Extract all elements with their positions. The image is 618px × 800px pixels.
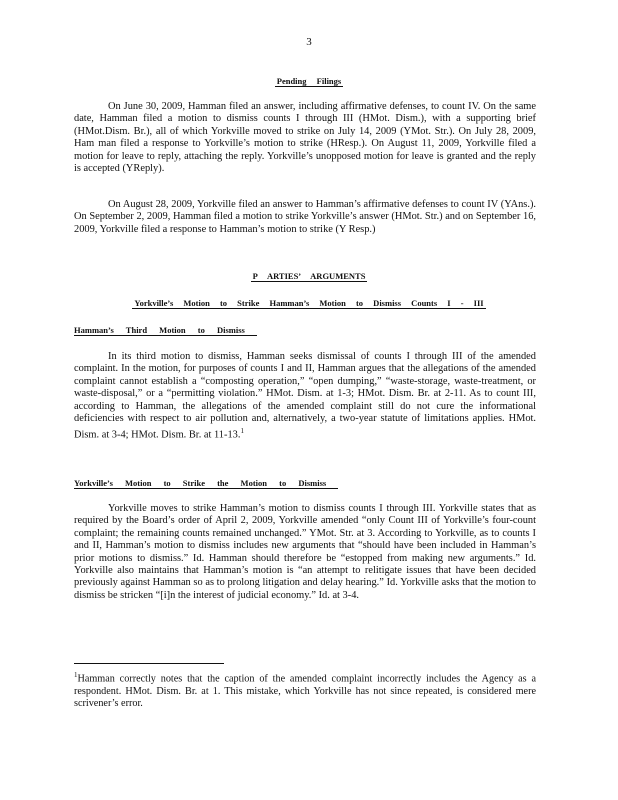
third-motion-subheading-text: Hamman’s Third Motion to Dismiss xyxy=(74,325,257,336)
strike-motion-subheading-text: Yorkville’s Motion to Strike the Motion to Dismiss xyxy=(74,478,338,489)
parties-arguments-heading-text: P ARTIES’ ARGUMENTS xyxy=(252,271,366,281)
footnote-separator xyxy=(74,663,224,664)
footnote-reference: 1 xyxy=(240,427,244,436)
pending-filings-heading xyxy=(0,76,618,87)
pending-paragraph-2: On August 28, 2009, Yorkville filed an answer to Hamman’s affirmative defenses to count IV (YAns.). On September 2, 2009, Hamman filed a motion to strike Yorkville’s answer (HMot. Str.) and on September 16, 2009, Yorkville filed a response to Hamman’s motion to strike (Y Resp.) xyxy=(74,199,536,235)
strike-motion-paragraph: Yorkville moves to strike Hamman’s motion to dismiss counts I through III. Yorkville states that as required by the Board’s order of April 2, 2009, Yorkville amended “only Count III of Yorkville’s four-count complaint; the remaining counts remained unchanged.” YMot. Str. at 3. According to Yorkville, as to counts I and II, Hamman’s motion to dismiss includes new arguments that “should have been included in Hamman’s prior motions to dismiss.” Id. Hamman should therefore be “estopped from making new arguments.” Id. Yorkville also maintains that Hamman’s motion is “an attempt to relitigate issues that have been decided previously against Hamman so as to prolong litigation and delay hearing.” Id. Yorkville asks that the motion to dismiss be stricken “[i]n the interest of judicial economy.” Id. at 3-4. xyxy=(74,503,536,601)
motion-to-strike-heading-text: Yorkville’s Motion to Strike Hamman’s Motion to Dismiss Counts I - III xyxy=(134,298,484,308)
pending-paragraph-1: On June 30, 2009, Hamman filed an answer, including affirmative defenses, to count IV. On the same date, Hamman filed a motion to dismiss counts I through III (HMot. Dism.), with a supporting brief (HMot.Dism. Br.), all of which Yorkville moved to strike on July 14, 2009 (YMot. Str.). On July 28, 2009, Ham man filed a response to Yorkville’s motion to strike (HResp.). On August 11, 2009, Yorkville filed a motion for leave to reply, attaching the reply. Yorkville’s unopposed motion for leave is granted and the reply is accepted (YReply). xyxy=(74,101,536,175)
footnote-text: Hamman correctly notes that the caption of the amended complaint incorrectly includes the Agency as a respondent. HMot. Dism. Br. at 1. This mistake, which Yorkville has not since repeated, is considered mere scrivener’s error. xyxy=(74,673,536,710)
third-motion-subheading xyxy=(74,325,257,336)
strike-motion-subheading xyxy=(74,478,338,489)
page-number: 3 xyxy=(306,36,312,48)
third-motion-text: In its third motion to dismiss, Hamman seeks dismissal of counts I through III of the amended complaint. In the motion, for purposes of counts I and II, Hamman argues that the allegations of the amended complaint cannot establish a “composting operation,” “open dumping,” “waste-storage, waste-treatment, or waste-disposal,” or a “permitting violation.” HMot. Dism. at 1-3; HMot. Dism. Br. at 2-11. As to count III, according to Hamman, the allegations of the amended complaint still do not cure the informational deficiencies with respect to air pollution and, alternatively, a two-year statute of limitations applies. HMot. Dism. at 3-4; HMot. Dism. Br. at 11-13. xyxy=(74,351,536,441)
parties-arguments-heading xyxy=(0,271,618,282)
motion-to-strike-heading xyxy=(0,298,618,309)
footnote-marker: 1 xyxy=(74,671,78,679)
footnote xyxy=(74,669,536,711)
pending-filings-heading-text: Pending Filings xyxy=(276,76,342,86)
third-motion-paragraph xyxy=(74,351,536,442)
